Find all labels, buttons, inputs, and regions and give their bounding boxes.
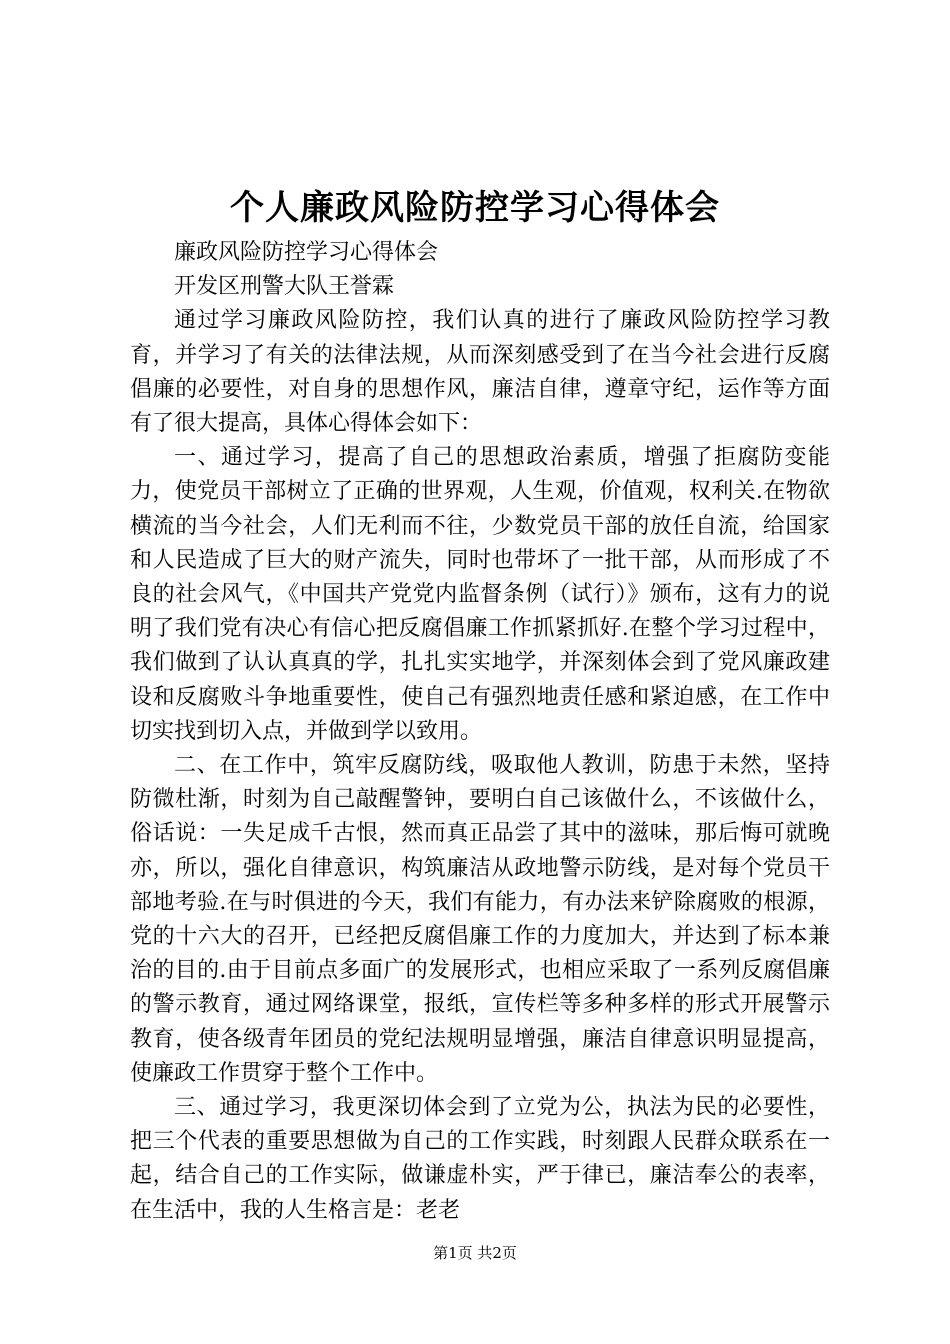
- section-three-paragraph: 三、通过学习，我更深切体会到了立党为公，执法为民的必要性，把三个代表的重要思想做为自己的工作实践，时刻跟人民群众联系在一起，结合自己的工作实际，做谦虚朴实，严于律已，廉洁奉公的表率，在生活中，我的人生格言是：老老: [130, 1095, 830, 1223]
- section-two-paragraph: 二、在工作中，筑牢反腐防线，吸取他人教训，防患于未然，坚持防微杜渐，时刻为自己敲醒警钟，要明白自己该做什么，不该做什么，俗话说：一失足成千古恨，然而真正品尝了其中的滋味，那后悔可就晚亦，所以，强化自律意识，构筑廉洁从政地警示防线，是对每个党员干部地考验.在与时俱进的今天，我们有能力，有办法来铲除腐败的根源，党的十六大的召开，已经把反腐倡廉工作的力度加大，并达到了标本兼治的目的.由于目前点多面广的发展形式，也相应采取了一系列反腐倡廉的警示教育，通过网络课堂，报纸，宣传栏等多种多样的形式开展警示教育，使各级青年团员的党纪法规明显增强，廉洁自律意识明显提高，使廉政工作贯穿于整个工作中。: [130, 753, 830, 1086]
- section-one-paragraph: 一、通过学习，提高了自己的思想政治素质，增强了拒腐防变能力，使党员干部树立了正确的世界观，人生观，价值观，权利关.在物欲横流的当今社会，人们无利而不往，少数党员干部的放任自流，给国家和人民造成了巨大的财产流失，同时也带坏了一批干部，从而形成了不良的社会风气，《中国共产党党内监督条例（试行）》颁布，这有力的说明了我们党有决心有信心把反腐倡廉工作抓紧抓好.在整个学习过程中，我们做到了认认真真的学，扎扎实实地学，并深刻体会到了党风廉政建设和反腐败斗争地重要性，使自己有强烈地责任感和紧迫感，在工作中切实找到切入点，并做到学以致用。: [130, 445, 830, 744]
- author-paragraph: 开发区刑警大队王誉霖: [174, 274, 395, 300]
- subtitle-paragraph: 廉政风险防控学习心得体会: [174, 240, 439, 265]
- document-body: [130, 236, 830, 1228]
- document-title: 个人廉政风险防控学习心得体会: [230, 188, 720, 228]
- page-number-footer: 第1页 共2页: [433, 1244, 517, 1262]
- intro-paragraph: 通过学习廉政风险防控，我们认真的进行了廉政风险防控学习教育，并学习了有关的法律法规，从而深刻感受到了在当今社会进行反腐倡廉的必要性，对自身的思想作风，廉洁自律，遵章守纪，运作等方面有了很大提高，具体心得体会如下：: [130, 308, 830, 437]
